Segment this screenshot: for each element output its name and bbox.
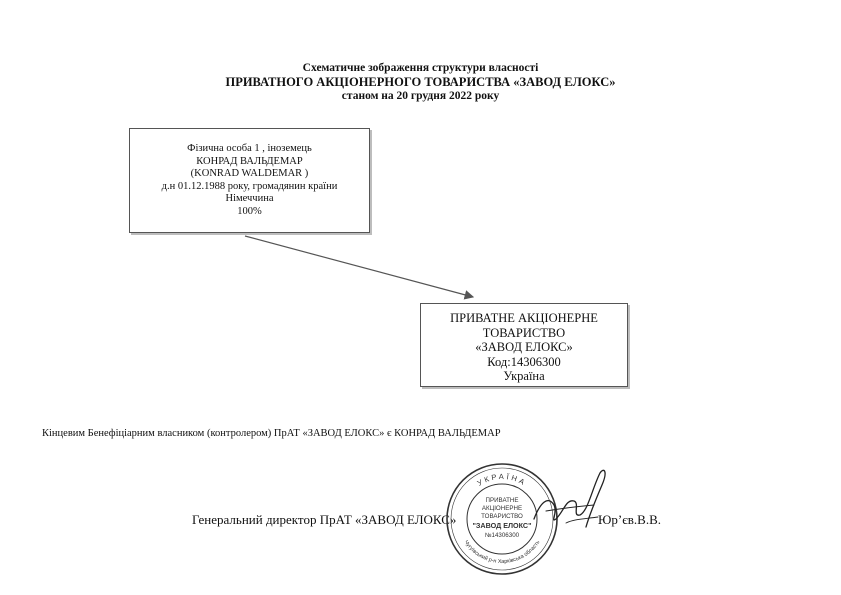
company-line-1: ПРИВАТНЕ АКЦІОНЕРНЕ (450, 311, 598, 325)
seal-inner-line-1: ПРИВАТНЕ (485, 497, 519, 504)
seal-outer-top: УКРАЇНА (475, 471, 529, 488)
company-code: Код:14306300 (487, 354, 561, 369)
owner-latin-name: (KONRAD WALDEMAR ) (190, 168, 309, 179)
owner-role: Фізична особа 1 , іноземець (187, 143, 312, 154)
signatory-name: Юр’єв.В.В. (598, 512, 662, 527)
beneficiary-statement: Кінцевим Бенефіціарним власником (контролером) ПрАТ «ЗАВОД ЕЛОКС» є КОНРАД ВАЛЬДЕМАР (42, 428, 501, 439)
seal-inner-line-2: АКЦІОНЕРНЕ (481, 505, 523, 512)
company-country: Україна (503, 369, 545, 383)
owner-country: Німеччина (225, 193, 274, 204)
svg-text:Чугуївський р-н Харківська обл (463, 539, 542, 565)
seal-inner-code: №14306300 (484, 532, 520, 539)
company-line-3: «ЗАВОД ЕЛОКС» (475, 340, 573, 354)
seal-outer-bottom: Чугуївський р-н Харківська область (462, 539, 542, 566)
owner-share: 100% (237, 205, 262, 217)
title-line-2: ПРИВАТНОГО АКЦІОНЕРНОГО ТОВАРИСТВА «ЗАВОД ЕЛОКС» (225, 75, 616, 89)
title-line-1: Схематичне зображення структури власності (302, 62, 539, 74)
signature-block (0, 512, 841, 532)
company-box (420, 303, 628, 387)
seal-inner-line-3: ТОВАРИСТВО (481, 513, 523, 520)
signatory-title: Генеральний директор ПрАТ «ЗАВОД ЕЛОКС» (192, 512, 457, 527)
owner-details: д.н 01.12.1988 року, громадянин країни (161, 180, 338, 192)
seal-inner-line-4: "ЗАВОД ЕЛОКС" (472, 521, 532, 530)
company-line-2: ТОВАРИСТВО (482, 325, 566, 340)
title-line-3: станом на 20 грудня 2022 року (341, 90, 500, 102)
handwritten-signature (528, 465, 612, 535)
owner-name: КОНРАД ВАЛЬДЕМАР (196, 155, 303, 167)
svg-text:УКРАЇНА (476, 472, 529, 488)
